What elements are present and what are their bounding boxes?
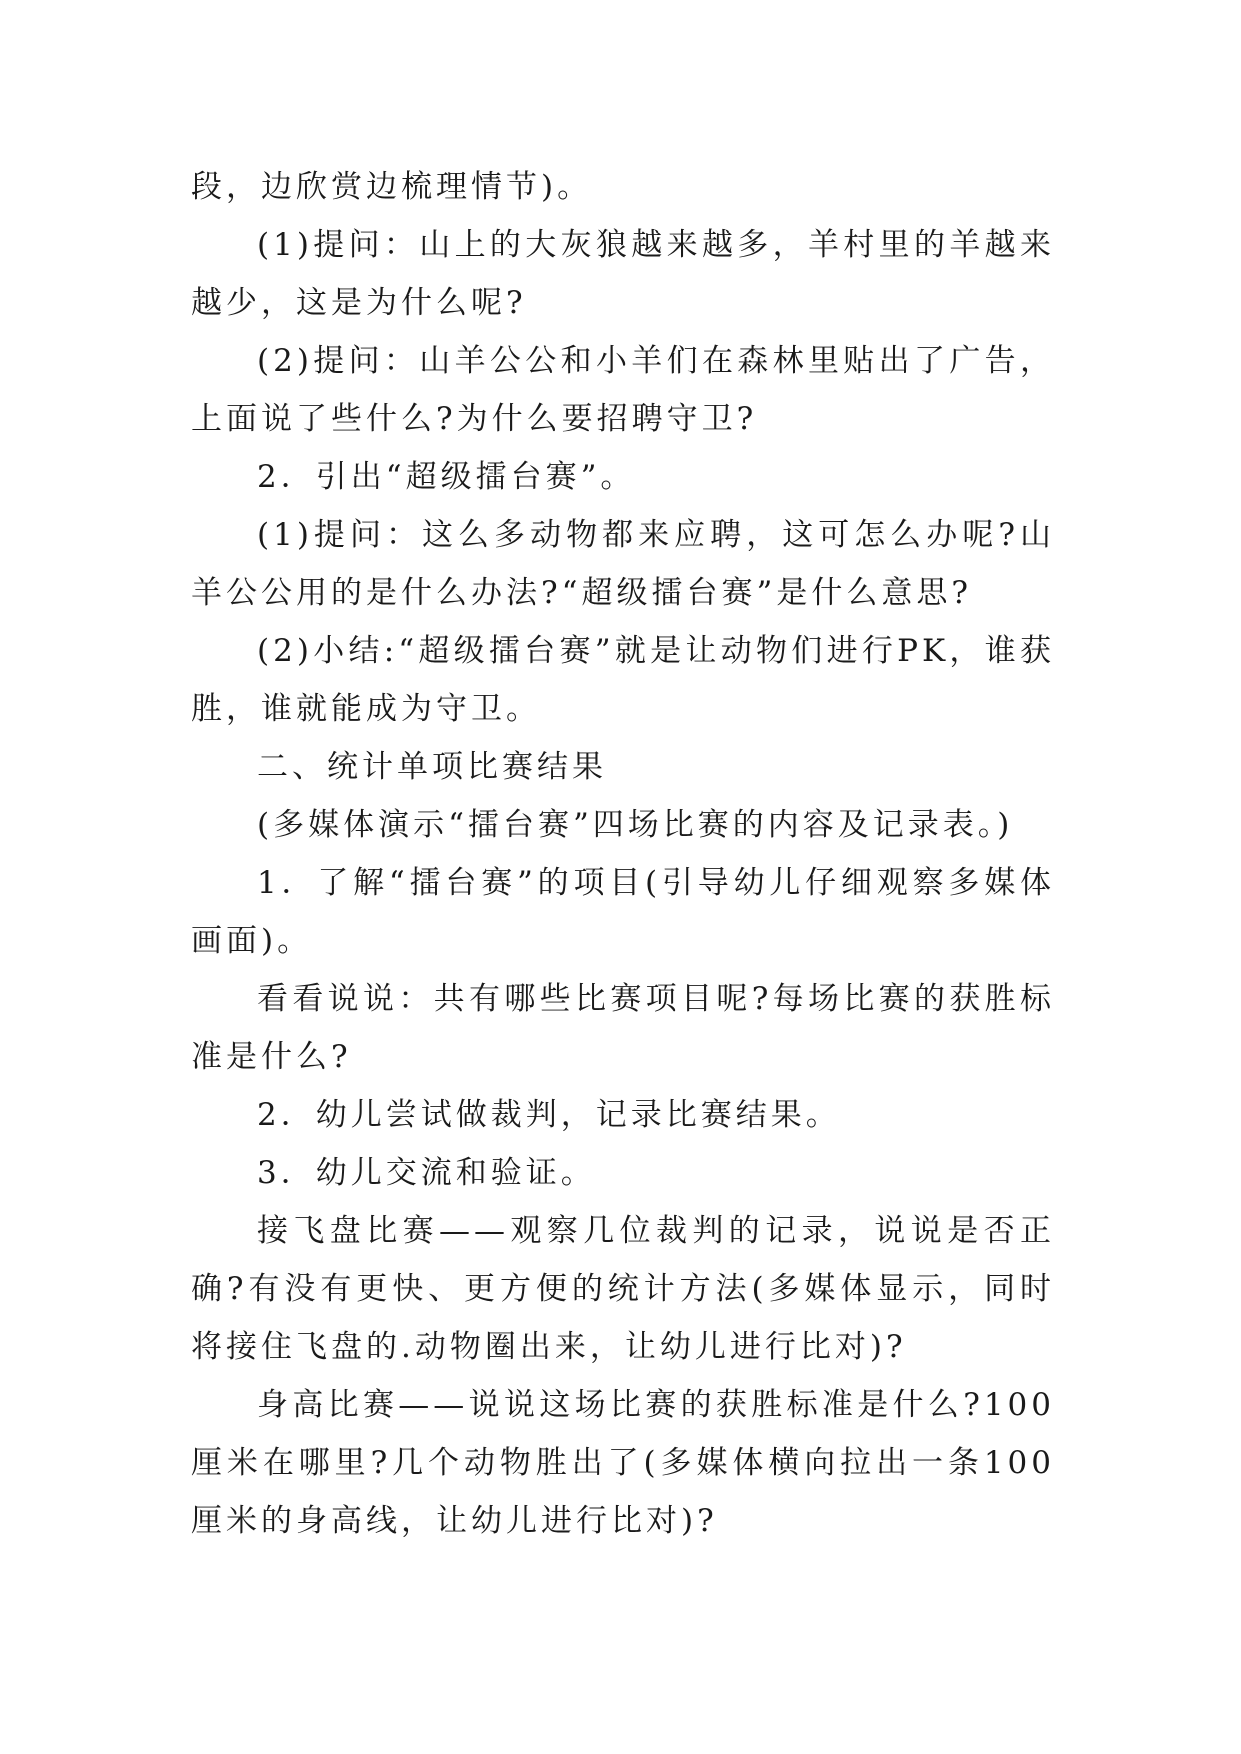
paragraph-step-2b: 2．幼儿尝试做裁判，记录比赛结果。 — [257, 1097, 841, 1133]
paragraph-step-3: 3．幼儿交流和验证。 — [257, 1155, 596, 1191]
paragraph-question-1: (1)提问：山上的大灰狼越来越多，羊村里的羊越来越少，这是为什么呢? — [191, 227, 1055, 321]
paragraph-question-2: (2)提问：山羊公公和小羊们在森林里贴出了广告，上面说了些什么?为什么要招聘守卫? — [191, 343, 1055, 437]
paragraph-continuation: 段，边欣赏边梳理情节)。 — [191, 169, 593, 205]
paragraph-frisbee: 接飞盘比赛——观察几位裁判的记录，说说是否正确?有没有更快、更方便的统计方法(多媒体显示，同时将接住飞盘的.动物圈出来，让幼儿进行比对)? — [191, 1213, 1055, 1365]
section-heading: 二、统计单项比赛结果 — [257, 749, 607, 785]
paragraph-look-and-say: 看看说说：共有哪些比赛项目呢?每场比赛的获胜标准是什么? — [191, 981, 1055, 1075]
paragraph-multimedia-note: (多媒体演示“擂台赛”四场比赛的内容及记录表。) — [257, 807, 1014, 843]
paragraph-height: 身高比赛——说说这场比赛的获胜标准是什么?100厘米在哪里?几个动物胜出了(多媒体横向拉出一条100厘米的身高线，让幼儿进行比对)? — [191, 1387, 1055, 1539]
paragraph-summary: (2)小结:“超级擂台赛”就是让动物们进行PK，谁获胜，谁就能成为守卫。 — [191, 633, 1055, 727]
paragraph-step-1: 1．了解“擂台赛”的项目(引导幼儿仔细观察多媒体画面)。 — [191, 865, 1055, 959]
paragraph-question-3: (1)提问：这么多动物都来应聘，这可怎么办呢?山羊公公用的是什么办法?“超级擂台赛”是什么意思? — [191, 517, 1055, 611]
paragraph-step-2: 2．引出“超级擂台赛”。 — [257, 459, 636, 495]
document-body — [191, 158, 1055, 1550]
